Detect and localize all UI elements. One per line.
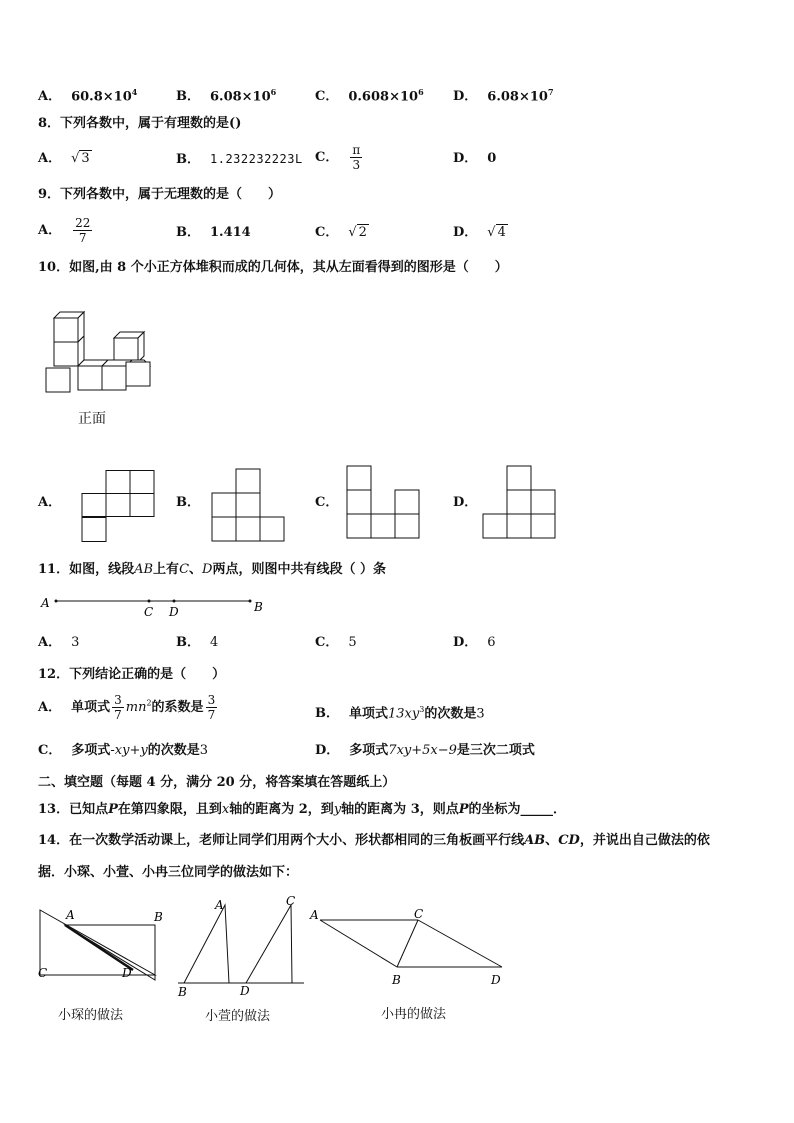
q11-option-a: A． 3 [38,635,80,650]
q11-option-d: D． 6 [453,635,496,650]
q7-option-c: C． $0.608\times 10^6$ [315,87,424,105]
q11-stem: 11．如图，线段AB上有C、D两点，则图中共有线段（ ）条 [38,562,386,577]
q9-stem: 9．下列各数中，属于无理数的是（ ） [38,187,282,202]
point-c-label: C [144,605,154,619]
q8-option-d: D． 0 [453,151,497,166]
q10-stem: 10．如图,由 8 个小正方体堆积而成的几何体，其从左面看得到的图形是（ ） [38,260,508,275]
fig1-label-a: A [66,908,75,922]
q8-option-a: A． √ 3 [38,151,90,166]
q9-option-d: D． √ 4 [453,225,506,240]
q14-figure-1 [35,905,165,990]
q7-option-d: D． $6.08\times 10^7$ [453,87,554,105]
q8-option-b: B． 1.232232223L [176,152,303,167]
q10-option-d-figure [481,465,559,541]
sqrt-symbol: √ 3 [71,151,90,166]
q8-stem: 8．下列各数中，属于有理数的是() [38,116,242,131]
fig3-label-a: A [310,908,319,922]
fig2-label-b: B [178,985,187,998]
q12-stem: 12．下列结论正确的是（ ） [38,667,226,682]
fig2-label-c: C [286,894,296,908]
q11-option-b: B． 4 [176,635,219,650]
fraction: $\frac{3}{7}$ [114,693,122,722]
q7-option-b: B． $6.08\times 10^6$ [176,87,277,105]
fig2-caption: 小萱的做法 [205,1009,271,1024]
q10-option-c-figure [345,465,423,541]
q10-option-b-figure [210,468,288,544]
sqrt-symbol: √ 2 [348,225,367,240]
sqrt-symbol: √ 4 [487,225,506,240]
q10-option-c-label: C． [315,495,339,510]
fig3-label-d: D [491,973,501,987]
fraction: $\frac{22}{7}$ [75,216,91,245]
q14-stem-line2: 据．小琛、小萱、小冉三位同学的做法如下： [38,865,299,880]
q14-figure-2 [172,893,307,998]
q12-option-c: C． 多项式-xy+y的次数是3 [38,743,208,758]
point-a-label: A [41,596,50,610]
q10-option-d-label: D． [453,495,478,510]
q10-solid-figure [44,310,154,400]
q14-stem-line1: 14．在一次数学活动课上，老师让同学们用两个大小、形状都相同的三角板画平行线AB、CD，并说出自己做法的依 [38,833,710,848]
fig1-label-b: B [154,910,163,924]
fig3-caption: 小冉的做法 [381,1007,447,1022]
q9-option-b: B． 1.414 [176,225,251,240]
q8-option-c: C． $\frac{\pi}{3}$ [315,143,361,172]
fraction: $\frac{\pi}{3}$ [352,143,361,172]
q7-option-a: A． $60.8\times 10^4$ [38,87,138,105]
q10-option-a-figure-bottom [80,517,108,543]
fig1-label-c: C [38,966,48,980]
section-2-heading: 二、填空题（每题 4 分，满分 20 分，将答案填在答题纸上） [38,775,396,790]
q11-segment-figure [38,592,270,620]
q9-option-a: A． $\frac{22}{7}$ [38,216,91,245]
fig2-label-d: D [240,984,250,998]
point-d-label: D [169,605,179,619]
front-view-caption: 正面 [78,411,106,427]
q10-option-b-label: B． [176,495,200,510]
q12-option-b: B． 单项式$13xy^3$的次数是3 [315,705,485,722]
fig3-label-c: C [414,907,424,921]
q12-option-a: A． 单项式 $\frac{3}{7}$ $mn^2$的系数是 $\frac{3}{7}$ [38,693,216,722]
fig1-label-d: D [122,966,132,980]
q13-stem: 13．已知点P在第四象限，且到x轴的距离为 2，到y轴的距离为 3，则点P的坐标为_____． [38,802,567,817]
fig2-label-a: A [215,898,224,912]
q11-option-c: C． 5 [315,635,357,650]
q10-option-a-label: A． [38,495,62,510]
q12-option-d: D． 多项式7xy+5x−9是三次二项式 [315,743,535,758]
q10-option-a-figure [80,470,156,518]
fig3-label-b: B [392,973,401,987]
q9-option-c: C． √ 2 [315,225,367,240]
fig1-caption: 小琛的做法 [58,1008,124,1023]
fraction: $\frac{3}{7}$ [207,693,216,722]
point-b-label: B [254,600,263,614]
q14-figure-3 [305,905,515,990]
